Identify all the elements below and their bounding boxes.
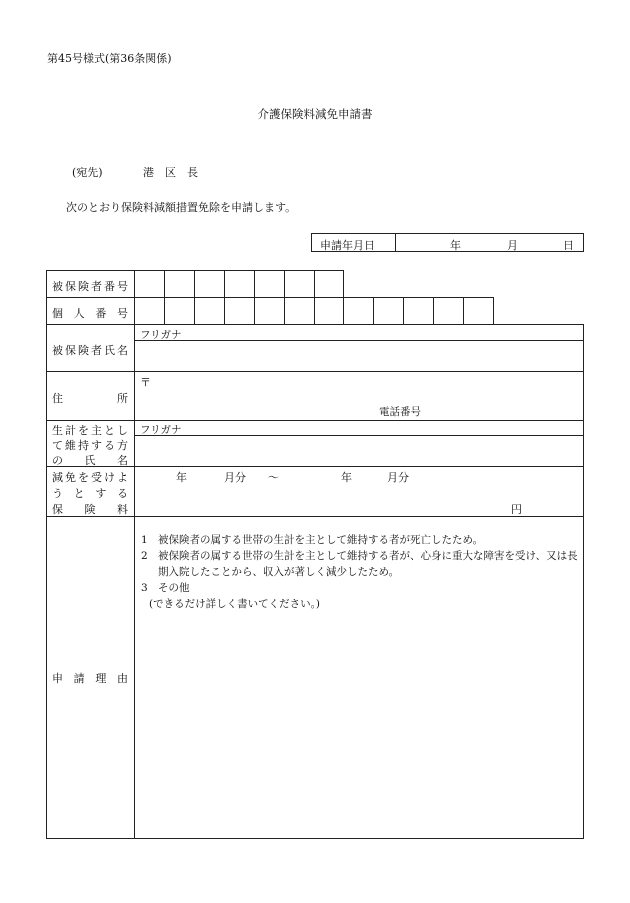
premium-label-char: す xyxy=(95,487,107,500)
date-label: 申請年月日 xyxy=(320,239,375,252)
premium-label-char: 険 xyxy=(84,503,96,516)
premium-label-char: る xyxy=(116,487,128,500)
reason-item-number: 3 xyxy=(141,582,148,594)
premium-label-char: う xyxy=(52,487,63,500)
reason-item[interactable] xyxy=(141,532,581,548)
personal-number-char: 番 xyxy=(95,307,107,320)
insured-name-furigana: フリガナ xyxy=(140,329,182,341)
premium-label-char: 料 xyxy=(117,503,128,516)
phone-label: 電話番号 xyxy=(379,406,421,418)
supporter-label-char: の xyxy=(52,454,63,467)
reason-item-text: 被保険者の属する世帯の生計を主として維持する者が、心身に重大な障害を受け、又は長期入院したことから、収入が著しく減少したため。 xyxy=(158,550,578,578)
address-label-char: 所 xyxy=(117,392,128,405)
personal-number-char: 号 xyxy=(116,307,128,320)
personal-number-label xyxy=(52,305,128,321)
date-field-day[interactable]: 日 xyxy=(563,239,574,252)
reason-label-char: 由 xyxy=(116,672,128,685)
premium-year-from: 年 xyxy=(176,471,187,484)
personal-number-field[interactable] xyxy=(135,298,493,324)
insured-number-field[interactable] xyxy=(135,271,343,297)
reason-field[interactable] xyxy=(135,610,583,838)
supporter-name-field[interactable] xyxy=(135,436,583,466)
insured-number-label: 被保険者番号 xyxy=(52,280,128,293)
personal-number-char: 人 xyxy=(73,307,85,320)
reason-item-number: 1 xyxy=(141,534,148,546)
premium-tilde: 〜 xyxy=(268,471,279,484)
reason-label-char: 申 xyxy=(52,672,63,685)
date-field-month[interactable]: 月 xyxy=(507,239,518,252)
premium-field[interactable] xyxy=(135,467,583,516)
supporter-furigana: フリガナ xyxy=(140,424,182,436)
premium-label-char: 保 xyxy=(52,503,63,516)
premium-label-line2 xyxy=(52,485,128,501)
reason-item-number: 2 xyxy=(141,550,148,562)
reason-item-text: 被保険者の属する世帯の生計を主として維持する者が死亡したため。 xyxy=(158,534,484,546)
insured-name-label: 被保険者氏名 xyxy=(52,344,128,357)
address-field[interactable] xyxy=(135,372,583,420)
premium-yen: 円 xyxy=(511,503,522,516)
addressee-name: 港 区 長 xyxy=(143,166,198,179)
supporter-label-line3 xyxy=(52,452,128,468)
form-title: 介護保険料減免申請書 xyxy=(257,107,373,121)
premium-label-line1: 減免を受けよ xyxy=(52,471,128,484)
premium-label-char: と xyxy=(73,487,85,500)
addressee-label: (宛先) xyxy=(72,166,103,179)
reason-list xyxy=(141,532,581,612)
reason-item[interactable] xyxy=(141,580,581,596)
reason-item-text: その他 xyxy=(158,582,190,594)
personal-number-char: 個 xyxy=(52,307,63,320)
supporter-label-char: 名 xyxy=(117,454,128,467)
postal-mark: 〒 xyxy=(140,376,151,389)
address-label-char: 住 xyxy=(52,392,63,405)
reason-label-char: 理 xyxy=(95,672,107,685)
insured-name-field[interactable] xyxy=(135,341,583,371)
premium-month-from: 月分 xyxy=(224,471,246,484)
intro-text: 次のとおり保険料減額措置免除を申請します。 xyxy=(66,201,297,214)
supporter-label-char: 氏 xyxy=(84,454,96,467)
supporter-label-line1: 生計を主とし xyxy=(52,424,128,437)
date-field-year[interactable]: 年 xyxy=(450,239,461,252)
premium-month-to: 月分 xyxy=(387,471,409,484)
premium-year-to: 年 xyxy=(341,471,352,484)
supporter-label-line2: て維持する方 xyxy=(52,439,128,452)
form-number: 第45号様式(第36条関係) xyxy=(47,52,172,65)
premium-label-line3 xyxy=(52,501,128,517)
reason-note: (できるだけ詳しく書いてください。) xyxy=(149,598,320,610)
reason-label-char: 請 xyxy=(73,672,85,685)
reason-label xyxy=(52,670,128,686)
reason-item[interactable] xyxy=(141,548,581,580)
address-label xyxy=(52,390,128,406)
